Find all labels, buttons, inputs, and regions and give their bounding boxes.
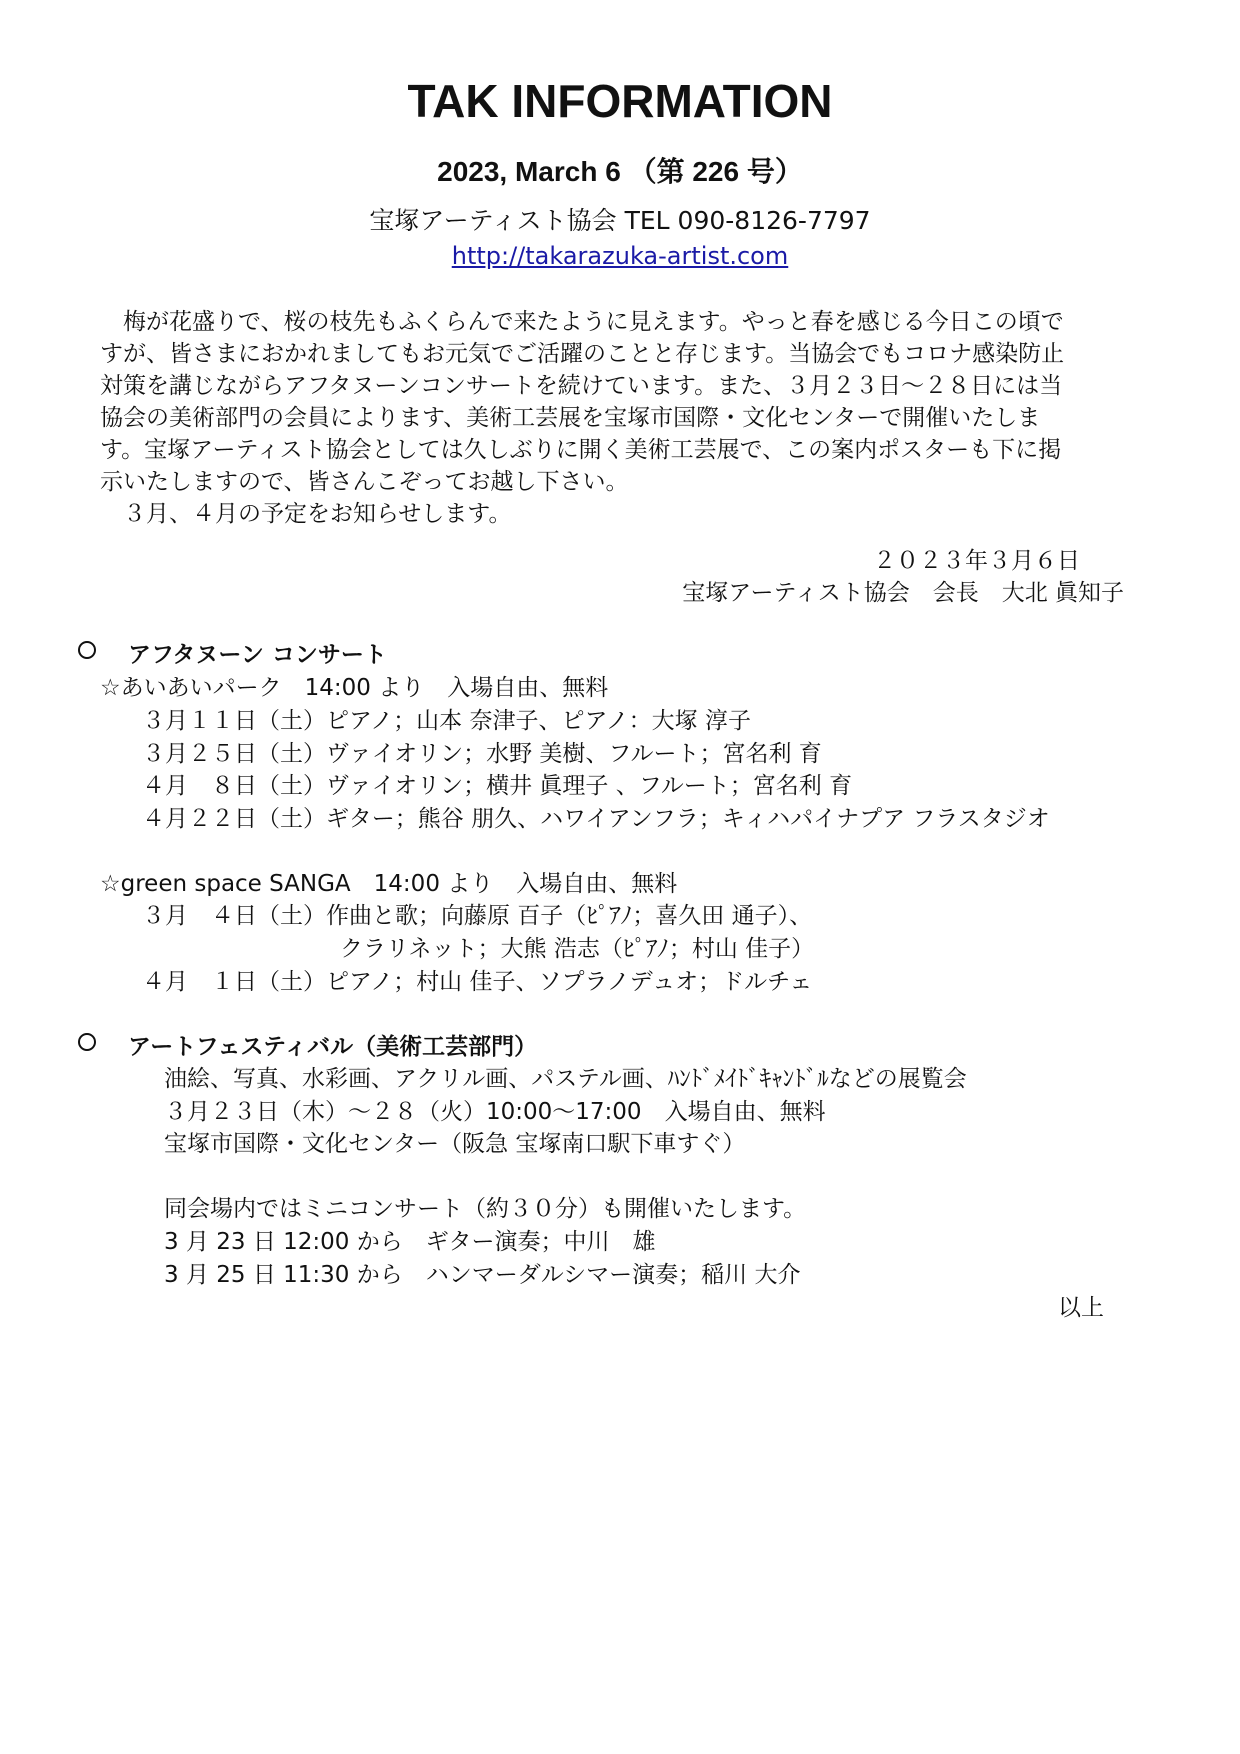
intro-line: ３月、４月の予定をお知らせします。 <box>100 501 512 527</box>
festival-heading: アートフェスティバル（美術工芸部門） <box>128 1034 538 1060</box>
intro-line: 協会の美術部門の会員によります、美術工芸展を宝塚市国際・文化センターで開催いたしま <box>100 405 1041 431</box>
event-item: ４月２２日（土）ギター；熊谷 朋久、ハワイアンフラ；キィハパイナプア フラスタジオ <box>142 806 1050 832</box>
signature-name: 宝塚アーティスト協会 会長 大北 眞知子 <box>682 580 1124 606</box>
event-item-continued: クラリネット；大熊 浩志（ﾋﾟｱﾉ；村山 佳子） <box>340 936 815 962</box>
mini-concert-item: 3 月 25 日 11:30 から ハンマーダルシマー演奏；稲川 大介 <box>164 1262 801 1288</box>
organization-contact: 宝塚アーティスト協会 TEL 090-8126-7797 <box>369 206 871 235</box>
mini-concert-note: 同会場内ではミニコンサート（約３０分）も開催いたします。 <box>164 1196 807 1222</box>
concert-heading: アフタヌーン コンサート <box>128 642 387 668</box>
event-item: ３月２５日（土）ヴァイオリン；水野 美樹、フルート；宮名利 育 <box>142 741 822 767</box>
intro-line: す。宝塚アーティスト協会としては久しぶりに開く美術工芸展で、この案内ポスターも下に掲 <box>100 437 1062 463</box>
section-bullet-icon <box>78 641 96 659</box>
intro-line: すが、皆さまにおかれましてもお元気でご活躍のことと存じます。当協会でもコロナ感染防止 <box>100 341 1065 367</box>
venue-aiai-park: ☆あいあいパーク 14:00 より 入場自由、無料 <box>100 675 609 701</box>
venue-green-space-sanga: ☆green space SANGA 14:00 より 入場自由、無料 <box>100 871 678 897</box>
festival-detail: 油絵、写真、水彩画、アクリル画、パステル画、ﾊﾝﾄﾞﾒｲﾄﾞｷｬﾝﾄﾞﾙなどの展覧会 <box>164 1066 967 1092</box>
event-item: ４月 １日（土）ピアノ；村山 佳子、ソプラノデュオ；ドルチェ <box>142 969 813 995</box>
website-link[interactable]: http://takarazuka-artist.com <box>451 242 789 270</box>
intro-paragraph <box>100 306 1160 530</box>
intro-line: 対策を講じながらアフタヌーンコンサートを続けています。また、３月２３日～２８日には当 <box>100 373 1063 399</box>
intro-line: 梅が花盛りで、桜の枝先もふくらんで来たように見えます。やっと春を感じる今日この頃で <box>100 309 1064 335</box>
event-item: ３月 ４日（土）作曲と歌；向藤原 百子（ﾋﾟｱﾉ；喜久田 通子）、 <box>142 903 813 929</box>
festival-detail: ３月２３日（木）～２８（火）10:00～17:00 入場自由、無料 <box>164 1099 826 1125</box>
signature-date: ２０２３年３月６日 <box>873 548 1080 574</box>
intro-line: 示いたしますので、皆さんこぞってお越し下さい。 <box>100 469 629 495</box>
event-item: ４月 ８日（土）ヴァイオリン；横井 眞理子 、フルート；宮名利 育 <box>142 773 853 799</box>
mini-concert-item: 3 月 23 日 12:00 から ギター演奏；中川 雄 <box>164 1229 656 1255</box>
issue-date: 2023, March 6 （第 226 号） <box>437 156 803 187</box>
closing-mark: 以上 <box>1058 1295 1104 1321</box>
festival-detail: 宝塚市国際・文化センター（阪急 宝塚南口駅下車すぐ） <box>164 1131 746 1157</box>
newsletter-title: TAK INFORMATION <box>407 75 833 127</box>
event-item: ３月１１日（土）ピアノ；山本 奈津子、ピアノ：大塚 淳子 <box>142 708 751 734</box>
section-bullet-icon <box>78 1033 96 1051</box>
